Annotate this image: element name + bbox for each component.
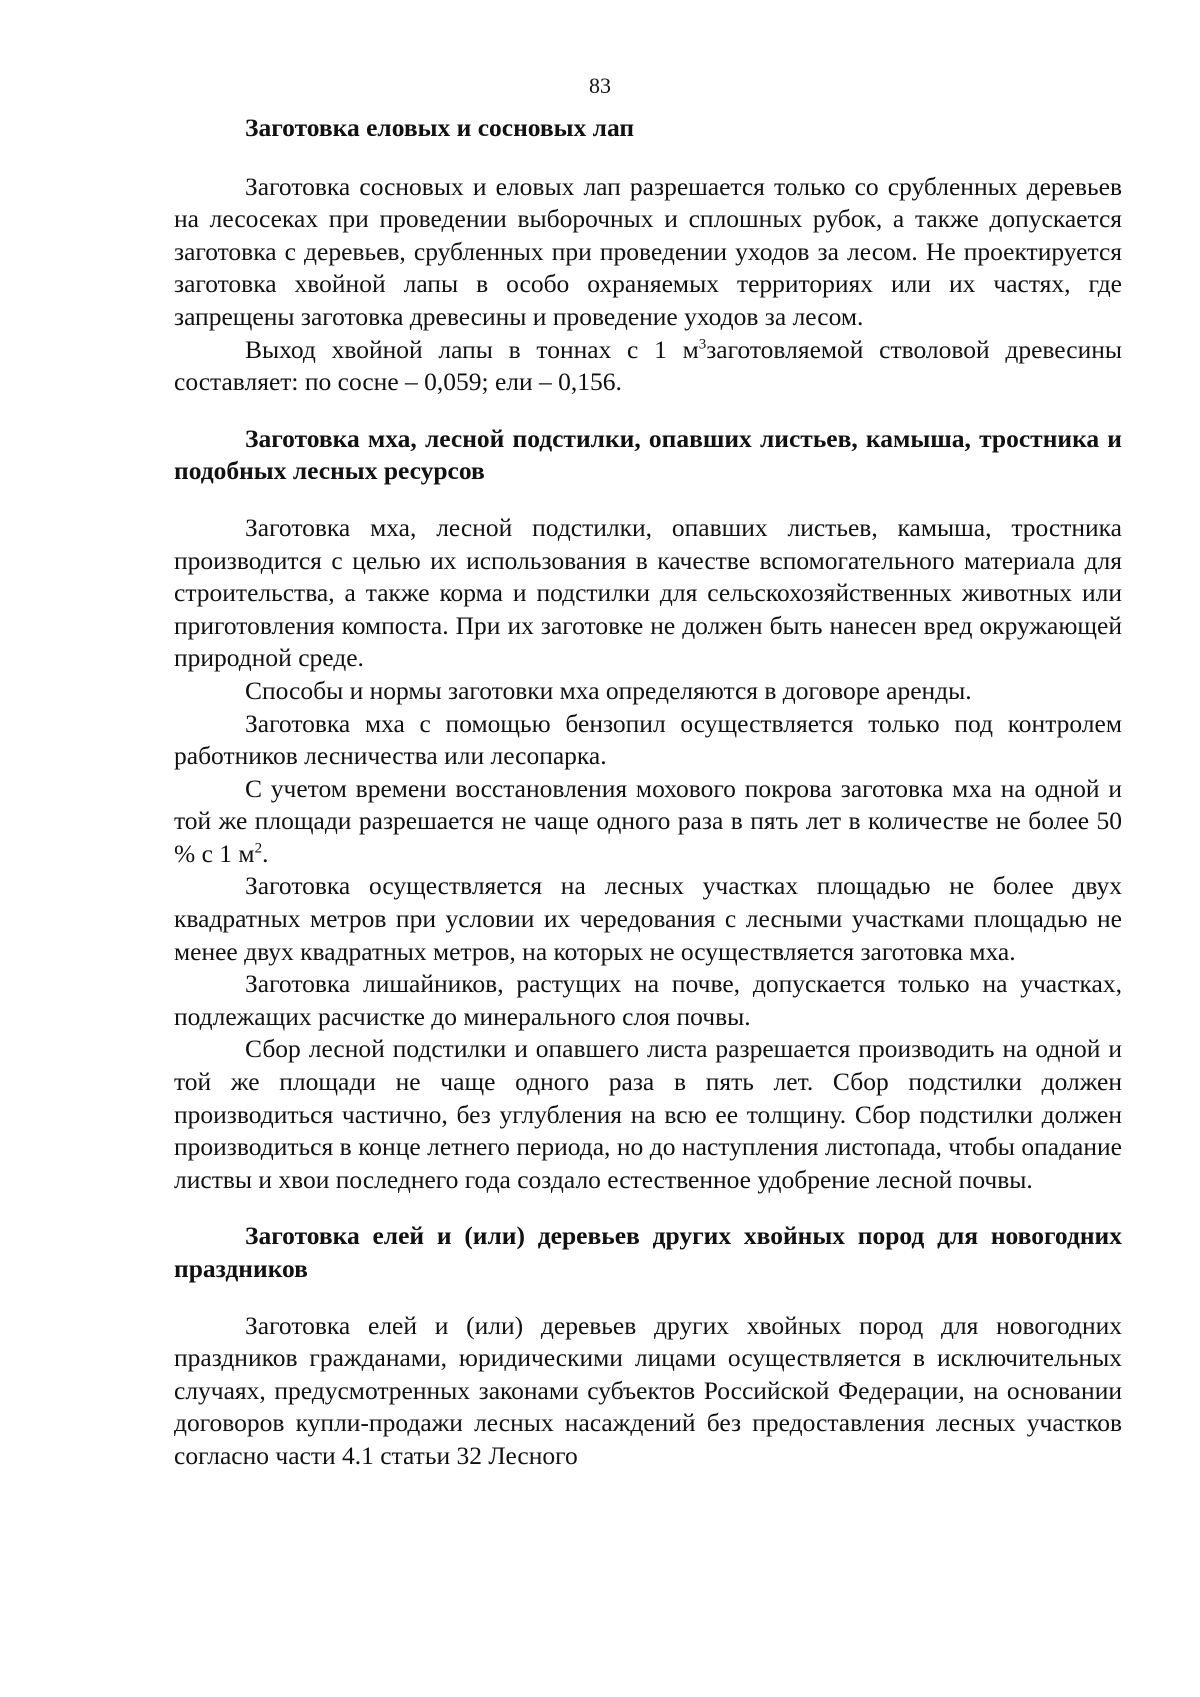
section-heading-moss-litter: Заготовка мха, лесной подстилки, опавших листьев, камыша, тростника и подобных лесных ресурсов [174,423,1122,486]
paragraph: Способы и нормы заготовки мха определяются в договоре аренды. [245,675,972,705]
paragraph: Заготовка осуществляется на лесных участках площадью не более двух квадратных метров при условии их чередования с лесными участками площадью не менее двух квадратных метров, на которых не осуществляется заготовка мха. [174,871,1122,966]
text-run: Выход хвойной лапы в тоннах с 1 м [245,334,699,364]
page-number: 83 [589,73,611,98]
text-run: заготовляемой стволовой древесины составляет: по сосне – 0,059; ели – 0,156. [174,334,1122,397]
section-heading-spruce-pine-branches: Заготовка еловых и сосновых лап [245,113,635,142]
text-run: С учетом времени восстановления мохового покрова заготовка мха на одной и той же площади разрешается не чаще одного раза в пять лет в количестве не более 50 % с 1 м [174,773,1122,868]
text-run: . [262,838,269,868]
superscript: 3 [698,336,707,353]
paragraph-conifer-yield [174,334,1122,399]
paragraph-moss-restoration [174,773,1122,871]
paragraph: Заготовка мха с помощью бензопил осуществляется только под контролем работников лесничества или лесопарка. [174,708,1122,771]
section-heading-new-year-trees: Заготовка елей и (или) деревьев других хвойных пород для новогодних праздников [174,1221,1122,1283]
paragraph: Заготовка сосновых и еловых лап разрешается только со срубленных деревьев на лесосеках при проведении выборочных и сплошных рубок, а также допускается заготовка с деревьев, срубленных при проведении уходов за лесом. Не проектируется заготовка хвойной лапы в особо охраняемых территориях или их частях, где запрещены заготовка древесины и проведение уходов за лесом. [174,171,1122,331]
paragraph: Заготовка лишайников, растущих на почве, допускается только на участках, подлежащих расчистке до минерального слоя почвы. [174,969,1122,1031]
paragraph: Сбор лесной подстилки и опавшего листа разрешается производить на одной и той же площади не чаще одного раза в пять лет. Сбор подстилки должен производиться частично, без углубления на всю ее толщину. Сбор подстилки должен производиться в конце летнего периода, но до наступления листопада, чтобы опадание листвы и хвои последнего года создало естественное удобрение лесной почвы. [174,1034,1122,1194]
document-body [174,112,1122,1473]
paragraph: Заготовка елей и (или) деревьев других хвойных пород для новогодних праздников гражданами, юридическими лицами осуществляется в исключительных случаях, предусмотренных законами субъектов Российской Федерации, на основании договоров купли-продажи лесных насаждений без предоставления лесных участков согласно части 4.1 статьи 32 Лесного [174,1310,1122,1470]
paragraph: Заготовка мха, лесной подстилки, опавших листьев, камыша, тростника производится с целью их использования в качестве вспомогательного материала для строительства, а также корма и подстилки для сельскохозяйственных животных или приготовления компоста. При их заготовке не должен быть нанесен вред окружающей природной среде. [174,512,1122,673]
superscript: 2 [254,840,263,857]
